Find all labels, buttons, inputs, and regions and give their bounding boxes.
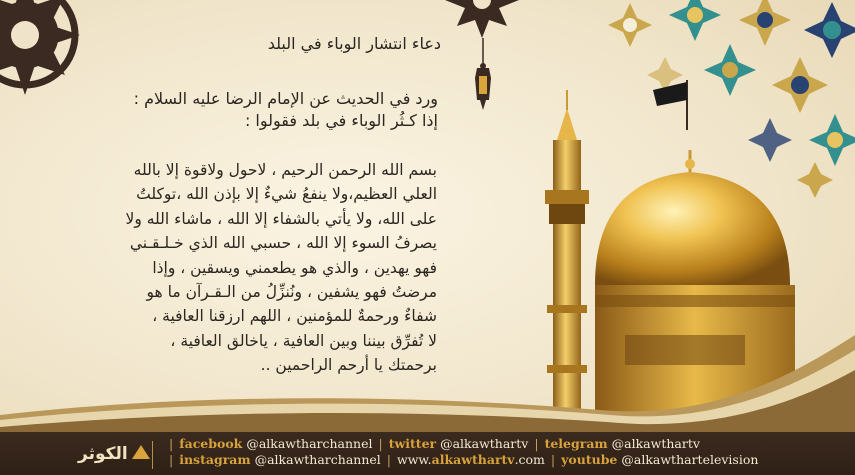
kawthar-logo-icon: [132, 445, 150, 459]
social-network: facebook: [179, 436, 243, 451]
prayer-line: العلي العظيم،ولا ينفعُ شيءٌ إلا بإذن الله ،توكلتُ: [136, 185, 437, 204]
prayer-line: برحمتك يا أرحم الراحمين ..: [260, 356, 437, 375]
social-handle[interactable]: @alkawtharchannel: [254, 452, 381, 467]
prayer-line: لا تُفرِّق بيننا وبين العافية ، ياخالق العافية ،: [170, 331, 437, 350]
social-network: instagram: [179, 452, 251, 467]
separator: |: [169, 436, 174, 451]
social-row-2: [163, 452, 758, 467]
website-link[interactable]: [397, 452, 545, 467]
page-title: دعاء انتشار الوباء في البلد: [267, 34, 441, 53]
prayer-text: [12, 158, 437, 378]
prayer-line: بسم الله الرحمن الرحيم ، لاحول ولاقوة إلا بالله: [133, 161, 437, 179]
footer-divider: [152, 441, 153, 469]
prayer-line: شفاءٌ ورحمةٌ للمؤمنين ، اللهم ارزقنا العافية ،: [152, 307, 437, 326]
social-network: twitter: [388, 436, 437, 451]
social-network: youtube: [561, 452, 618, 467]
social-handle[interactable]: @alkawthartv: [440, 436, 529, 451]
website-prefix: www.: [397, 452, 432, 467]
intro-text: [134, 88, 438, 132]
social-network: telegram: [544, 436, 608, 451]
separator: |: [169, 452, 174, 467]
prayer-line: مرضتُ فهو يشفين ، ونُنزِّلُ من الـقـرآن ما هو: [146, 283, 437, 302]
social-handle[interactable]: @alkawthartv: [611, 436, 700, 451]
prayer-line: يصرفُ السوء إلا الله ، حسبي الله الذي خـلـقـني: [129, 234, 437, 253]
social-row-1: [163, 436, 700, 451]
prayer-line: على الله، ولا يأتي بالشفاء إلا الله ، ماشاء الله ولا: [125, 209, 437, 228]
channel-logo: [78, 440, 150, 468]
separator: |: [386, 452, 392, 467]
logo-text: الكوثر: [78, 444, 128, 464]
prayer-line: فهو يهدين ، والذي هو يطعمني ويسقين ، وإذا: [152, 258, 437, 277]
social-handle[interactable]: @alkawtharchannel: [246, 436, 373, 451]
website-domain: alkawthartv: [431, 452, 515, 467]
separator: |: [550, 452, 556, 467]
intro-line: إذا كـثُر الوباء في بلد فقولوا :: [244, 111, 438, 130]
website-suffix: .com: [514, 452, 545, 467]
intro-line: ورد في الحديث عن الإمام الرضا عليه السلام :: [133, 89, 438, 108]
separator: |: [378, 436, 383, 451]
separator: |: [534, 436, 539, 451]
social-handle[interactable]: @alkawthartelevision: [621, 452, 759, 467]
